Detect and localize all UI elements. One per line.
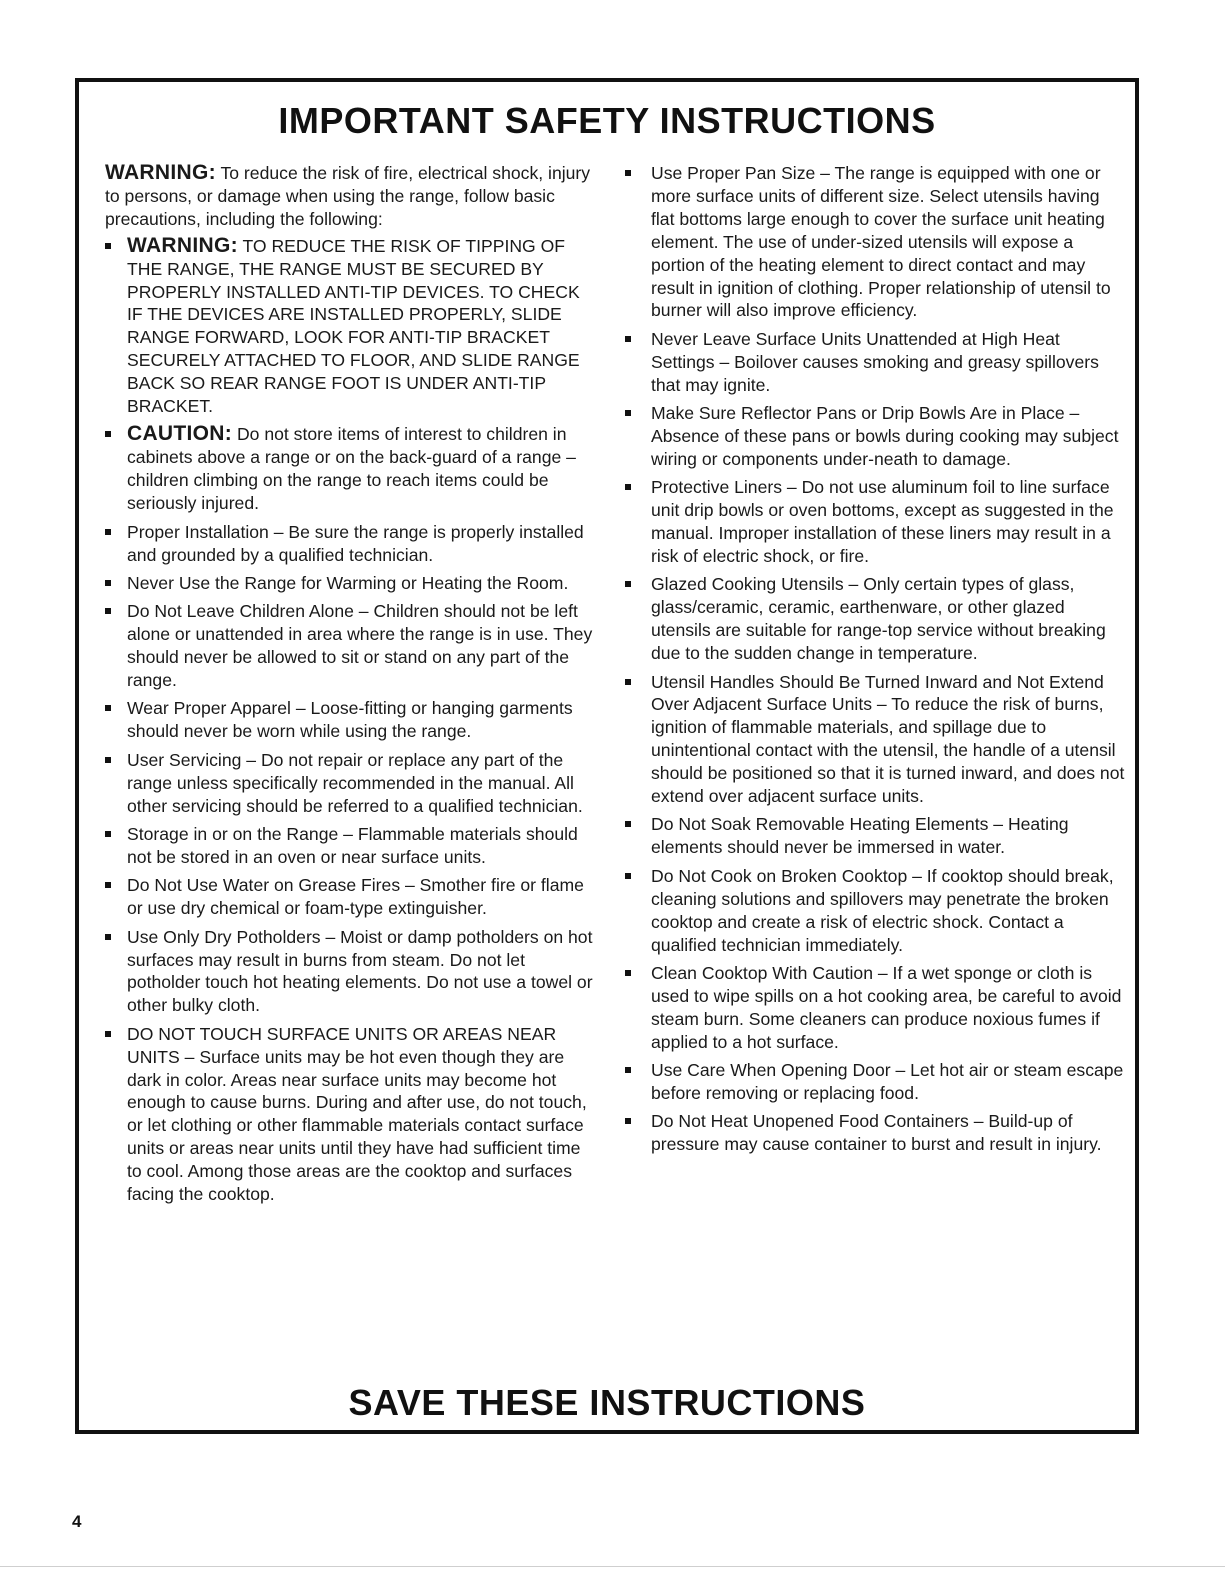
item-text: Glazed Cooking Utensils – Only certain types of glass, glass/ceramic, ceramic, earthenware, or other glazed utensils are suitable for range-top service without breaking due to the sudden change in temperature.	[651, 574, 1106, 664]
item-text: Do not store items of interest to children in cabinets above a range or on the back-guard of a range – children climbing on the range to reach items could be seriously injured.	[127, 424, 576, 514]
item-text: Do Not Soak Removable Heating Elements – Heating elements should never be immersed in water.	[651, 814, 1069, 858]
left-column	[105, 162, 597, 1211]
item-label: CAUTION:	[127, 422, 233, 446]
bullet-icon	[105, 529, 111, 535]
bullet-icon	[105, 243, 111, 249]
item-text: Use Proper Pan Size – The range is equipped with one or more surface units of different size. Select utensils having flat bottoms large enough to cover the surface unit heating element. The use of under-sized utensils will expose a portion of the heating element to direct contact and may result in ignition of clothing. Proper relationship of utensil to burner will also improve efficiency.	[651, 163, 1111, 321]
intro-warning-label: WARNING:	[105, 161, 216, 184]
bullet-icon	[625, 484, 631, 490]
bottom-rule	[0, 1566, 1225, 1567]
right-instruction-list	[625, 162, 1125, 1156]
list-item	[625, 573, 1125, 665]
list-item	[625, 402, 1125, 471]
bullet-icon	[105, 757, 111, 763]
item-text: Utensil Handles Should Be Turned Inward and Not Extend Over Adjacent Surface Units – To reduce the risk of burns, ignition of flammable materials, and spillage due to unintentional contact with the utensil, the handle of a utensil should be positioned so that it is turned inward, and does not extend over adjacent surface units.	[651, 671, 1125, 807]
item-text: Do Not Cook on Broken Cooktop – If cooktop should break, cleaning solutions and spillovers may penetrate the broken cooktop and create a risk of electric shock. Contact a qualified technician immediately.	[651, 865, 1114, 955]
bullet-icon	[105, 831, 111, 837]
list-item	[625, 671, 1125, 808]
item-text: Make Sure Reflector Pans or Drip Bowls Are in Place – Absence of these pans or bowls during cooking may subject wiring or components under-neath to damage.	[651, 403, 1119, 469]
bullet-icon	[625, 410, 631, 416]
list-item	[625, 1059, 1125, 1105]
bullet-icon	[105, 1031, 111, 1037]
page-title: IMPORTANT SAFETY INSTRUCTIONS	[278, 100, 936, 141]
bullet-icon	[625, 336, 631, 342]
bullet-icon	[105, 882, 111, 888]
bullet-icon	[625, 1067, 631, 1073]
list-item	[105, 572, 597, 595]
list-item	[625, 1110, 1125, 1156]
page-number: 4	[72, 1512, 82, 1531]
bullet-icon	[625, 1118, 631, 1124]
list-item	[105, 926, 597, 1018]
bullet-icon	[105, 580, 111, 586]
item-text: TO REDUCE THE RISK OF TIPPING OF THE RANGE, THE RANGE MUST BE SECURED BY PROPERLY INSTALLED ANTI-TIP DEVICES. TO CHECK IF THE DEVICES ARE INSTALLED PROPERLY, SLIDE RANGE FORWARD, LOOK FOR ANTI-TIP BRACKET SECURELY ATTACHED TO FLOOR, AND SLIDE RANGE BACK SO REAR RANGE FOOT IS UNDER ANTI-TIP BRACKET.	[127, 235, 580, 417]
list-item	[105, 235, 597, 418]
bullet-icon	[625, 581, 631, 587]
bullet-icon	[625, 821, 631, 827]
list-item	[625, 865, 1125, 957]
left-instruction-list	[105, 235, 597, 1206]
save-instructions-heading: SAVE THESE INSTRUCTIONS	[348, 1382, 866, 1423]
safety-instructions-box	[75, 78, 1139, 1434]
item-text: Never Leave Surface Units Unattended at High Heat Settings – Boilover causes smoking and greasy spillovers that may ignite.	[651, 328, 1099, 395]
list-item	[105, 697, 597, 743]
bullet-icon	[625, 970, 631, 976]
list-item	[625, 328, 1125, 397]
right-column	[625, 162, 1125, 1162]
list-item	[105, 874, 597, 920]
bullet-icon	[625, 873, 631, 879]
intro-text: To reduce the risk of fire, electrical shock, injury to persons, or damage when using the range, follow basic precautions, including the following:	[105, 163, 591, 229]
bullet-icon	[105, 608, 111, 614]
list-item	[625, 813, 1125, 859]
list-item	[105, 1023, 597, 1206]
intro-paragraph	[105, 162, 597, 231]
item-text: Do Not Leave Children Alone – Children should not be left alone or unattended in area where the range is in use. They should never be allowed to sit or stand on any part of the range.	[127, 601, 593, 691]
list-item	[625, 162, 1125, 322]
list-item	[625, 476, 1125, 568]
item-text: User Servicing – Do not repair or replace any part of the range unless specifically recommended in the manual. All other servicing should be referred to a qualified technician.	[127, 749, 583, 816]
bullet-icon	[105, 431, 111, 437]
bullet-icon	[105, 705, 111, 711]
bullet-icon	[105, 934, 111, 940]
item-text: Do Not Heat Unopened Food Containers – Build-up of pressure may cause container to burst and result in injury.	[651, 1111, 1102, 1155]
list-item	[105, 423, 597, 515]
item-text: Never Use the Range for Warming or Heating the Room.	[127, 572, 569, 593]
list-item	[105, 749, 597, 818]
list-item	[105, 521, 597, 567]
bullet-icon	[625, 679, 631, 685]
item-text: DO NOT TOUCH SURFACE UNITS OR AREAS NEAR UNITS – Surface units may be hot even though they are dark in color. Areas near surface units may become hot enough to cause burns. During and after use, do not touch, or let clothing or other flammable materials contact surface units or areas near units until they have had sufficient time to cool. Among those areas are the cooktop and surfaces facing the cooktop.	[127, 1023, 587, 1205]
bullet-icon	[625, 170, 631, 176]
item-text: Protective Liners – Do not use aluminum foil to line surface unit drip bowls or oven bottoms, except as suggested in the manual. Improper installation of these liners may result in a risk of electric shock, or fire.	[651, 477, 1114, 566]
item-text: Clean Cooktop With Caution – If a wet sponge or cloth is used to wipe spills on a hot cooking area, be careful to avoid steam burn. Some cleaners can produce noxious fumes if applied to a hot surface.	[651, 962, 1122, 1052]
item-text: Do Not Use Water on Grease Fires – Smother fire or flame or use dry chemical or foam-type extinguisher.	[127, 875, 584, 919]
list-item	[105, 600, 597, 692]
item-text: Use Care When Opening Door – Let hot air or steam escape before removing or replacing food.	[651, 1060, 1124, 1103]
item-text: Storage in or on the Range – Flammable materials should not be stored in an oven or near surface units.	[127, 823, 578, 867]
item-text: Proper Installation – Be sure the range is properly installed and grounded by a qualified technician.	[127, 521, 584, 565]
item-text: Wear Proper Apparel – Loose-fitting or hanging garments should never be worn while using the range.	[127, 698, 573, 742]
list-item	[105, 823, 597, 869]
item-text: Use Only Dry Potholders – Moist or damp potholders on hot surfaces may result in burns from steam. Do not let potholder touch hot heating elements. Do not use a towel or other bulky cloth.	[127, 926, 593, 1016]
item-label: WARNING:	[127, 233, 238, 257]
list-item	[625, 962, 1125, 1054]
